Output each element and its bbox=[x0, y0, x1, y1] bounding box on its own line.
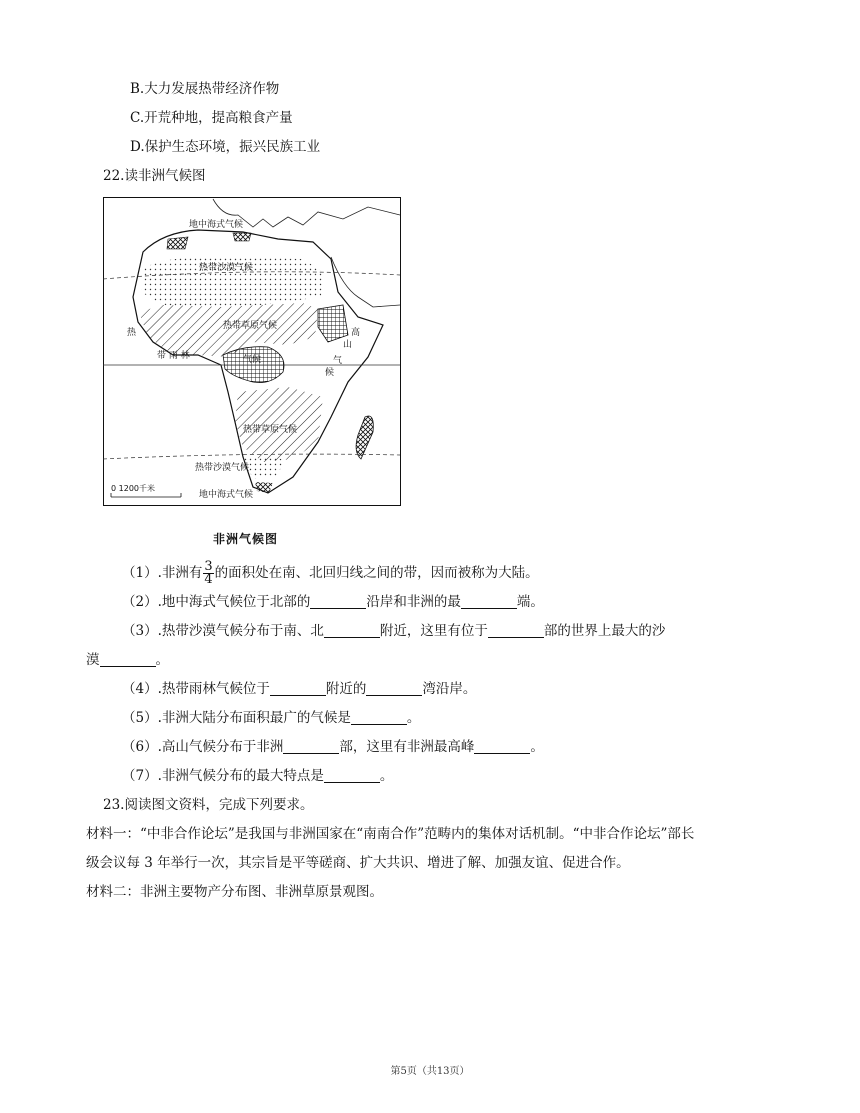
answer-blank[interactable] bbox=[324, 623, 380, 638]
label-desert-south: 热带沙漠气候 bbox=[195, 463, 250, 473]
label-mediterranean-south: 地中海式气候 bbox=[199, 490, 254, 500]
q23-material-2: 材料二：非洲主要物产分布图、非洲草原景观图。 bbox=[86, 884, 383, 900]
q23-material-1-line-2: 级会议每 3 年举行一次，其宗旨是平等磋商、扩大共识、增进了解、加强友谊、促进合作。 bbox=[86, 855, 630, 871]
page-footer: 第5页（共13页） bbox=[390, 1066, 470, 1077]
fraction-three-quarters: $\frac{3}{4}$ bbox=[204, 559, 213, 587]
label-highland-1: 高 bbox=[351, 328, 361, 338]
answer-blank[interactable] bbox=[270, 681, 326, 696]
q22-sub3: （3）.热带沙漠气候分布于南、北 附近，这里有位于 部的世界上最大的沙 bbox=[122, 623, 666, 639]
label-savanna-south: 热带草原气候 bbox=[243, 425, 298, 435]
answer-blank[interactable] bbox=[310, 594, 366, 609]
label-highland-4: 候 bbox=[325, 368, 335, 378]
q22-sub5: （5）.非洲大陆分布面积最广的气候是 。 bbox=[122, 710, 421, 726]
answer-blank[interactable] bbox=[283, 739, 339, 754]
map-caption: 非洲气候图 bbox=[213, 532, 279, 546]
q22-sub4: （4）.热带雨林气候位于 附近的 湾沿岸。 bbox=[122, 681, 477, 697]
q22-sub7: （7）.非洲气候分布的最大特点是 。 bbox=[122, 768, 394, 784]
label-highland-3: 气 bbox=[333, 356, 343, 366]
label-highland-2: 山 bbox=[343, 340, 353, 350]
q22-sub2: （2）.地中海式气候位于北部的 沿岸和非洲的最 端。 bbox=[122, 594, 544, 610]
q22-sub3-cont: 漠 。 bbox=[86, 652, 169, 668]
africa-climate-map bbox=[103, 197, 401, 506]
answer-blank[interactable] bbox=[461, 594, 517, 609]
label-rainforest-mid: 带 雨 林 bbox=[157, 351, 190, 361]
answer-blank[interactable] bbox=[100, 652, 156, 667]
label-desert-north: 热带沙漠气候 bbox=[199, 263, 254, 273]
label-rainforest-left: 热 bbox=[127, 328, 137, 338]
q23-material-1-line-1: 材料一：“中非合作论坛”是我国与非洲国家在“南南合作”范畴内的集体对话机制。“中非合作论坛”部长 bbox=[86, 826, 695, 842]
answer-blank[interactable] bbox=[474, 739, 530, 754]
scale-bar-label: 0 1200千米 bbox=[111, 484, 155, 493]
q22-sub1: （1）.非洲有 $\frac{3}{4}$ 的面积处在南、北回归线之间的带，因而被称为大陆。 bbox=[122, 559, 539, 587]
question-23-title: 23.阅读图文资料，完成下列要求。 bbox=[103, 797, 314, 813]
label-rainforest-center: 气候 bbox=[243, 355, 262, 365]
question-22-title: 22.读非洲气候图 bbox=[103, 168, 206, 184]
option-c: C.开荒种地，提高粮食产量 bbox=[130, 110, 293, 126]
answer-blank[interactable] bbox=[366, 681, 422, 696]
answer-blank[interactable] bbox=[351, 710, 407, 725]
answer-blank[interactable] bbox=[324, 768, 380, 783]
label-savanna-north: 热带草原气候 bbox=[223, 321, 278, 331]
q22-sub6: （6）.高山气候分布于非洲 部，这里有非洲最高峰 。 bbox=[122, 739, 544, 755]
label-mediterranean-north: 地中海式气候 bbox=[189, 220, 244, 230]
option-b: B.大力发展热带经济作物 bbox=[130, 81, 280, 97]
option-d: D.保护生态环境，振兴民族工业 bbox=[130, 139, 321, 155]
answer-blank[interactable] bbox=[488, 623, 544, 638]
